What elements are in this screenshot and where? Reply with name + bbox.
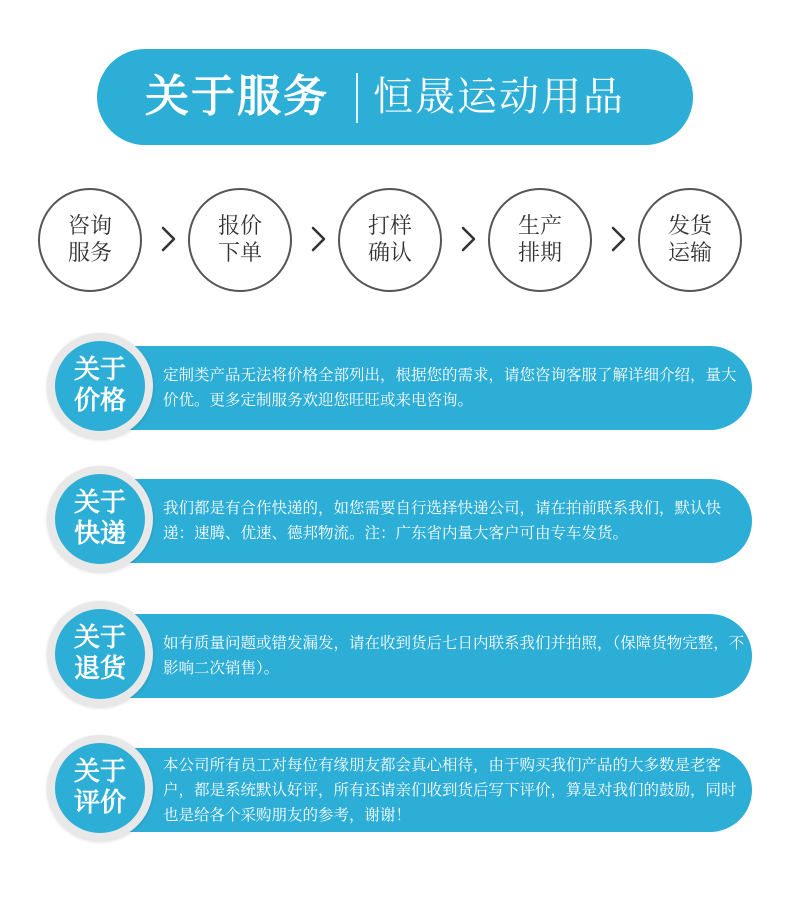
step-label-line2: 确认	[367, 241, 412, 266]
step-label-line1: 生产	[517, 214, 562, 239]
step-production	[488, 188, 592, 292]
section-price	[0, 333, 790, 443]
section-text: 本公司所有员工对每位有缘朋友都会真心相待，由于购买我们产品的大多数是老客户，都是系统默认好评，所有还请亲们收到货后写下评价，算是对我们的鼓励，同时也是给各个采购朋友的参考，谢谢！	[163, 755, 737, 824]
section-delivery	[0, 466, 790, 576]
section-text: 如有质量问题或错发漏发，请在收到货后七日内联系我们并拍照，（保障货物完整，不影响二次销售）。	[163, 634, 745, 677]
step-label-line1: 咨询	[67, 214, 112, 239]
section-bar	[118, 479, 752, 563]
step-quote	[188, 188, 292, 292]
badge-line2: 评价	[73, 788, 126, 818]
step-label-line2: 运输	[667, 241, 712, 266]
badge-line1: 关于	[73, 757, 126, 787]
section-badge	[55, 341, 145, 431]
step-label-line1: 报价	[217, 214, 262, 239]
chevron-right-icon	[460, 222, 478, 256]
badge-line2: 快递	[73, 519, 126, 549]
step-label-line1: 发货	[667, 214, 712, 239]
step-label-line2: 服务	[67, 241, 112, 266]
section-badge	[55, 474, 145, 564]
step-label-line2: 排期	[517, 241, 562, 266]
section-badge	[55, 743, 145, 833]
title-divider	[356, 73, 358, 123]
step-consult	[38, 188, 142, 292]
header-banner	[97, 49, 693, 145]
section-badge	[55, 609, 145, 699]
page-title: 关于服务	[145, 71, 329, 122]
badge-line1: 关于	[73, 488, 126, 518]
section-returns	[0, 601, 790, 711]
section-bar	[118, 748, 752, 832]
badge-line1: 关于	[73, 623, 126, 653]
section-review	[0, 735, 790, 845]
section-bar	[118, 346, 752, 430]
badge-line2: 退货	[73, 654, 126, 684]
badge-line2: 价格	[73, 386, 126, 416]
section-bar	[118, 614, 752, 698]
company-name: 恒晟运动用品	[373, 74, 625, 120]
chevron-right-icon	[160, 222, 178, 256]
section-text: 定制类产品无法将价格全部列出，根据您的需求，请您咨询客服了解详细介绍，量大价优。更多定制服务欢迎您旺旺或来电咨询。	[163, 366, 737, 409]
section-text: 我们都是有合作快递的，如您需要自行选择快递公司，请在拍前联系我们，默认快递：速腾、优速、德邦物流。注：广东省内量大客户可由专车发货。	[163, 499, 722, 542]
chevron-right-icon	[610, 222, 628, 256]
step-sample	[338, 188, 442, 292]
step-label-line2: 下单	[217, 241, 262, 266]
step-shipping	[638, 188, 742, 292]
step-label-line1: 打样	[367, 214, 412, 239]
chevron-right-icon	[310, 222, 328, 256]
badge-line1: 关于	[73, 355, 126, 385]
